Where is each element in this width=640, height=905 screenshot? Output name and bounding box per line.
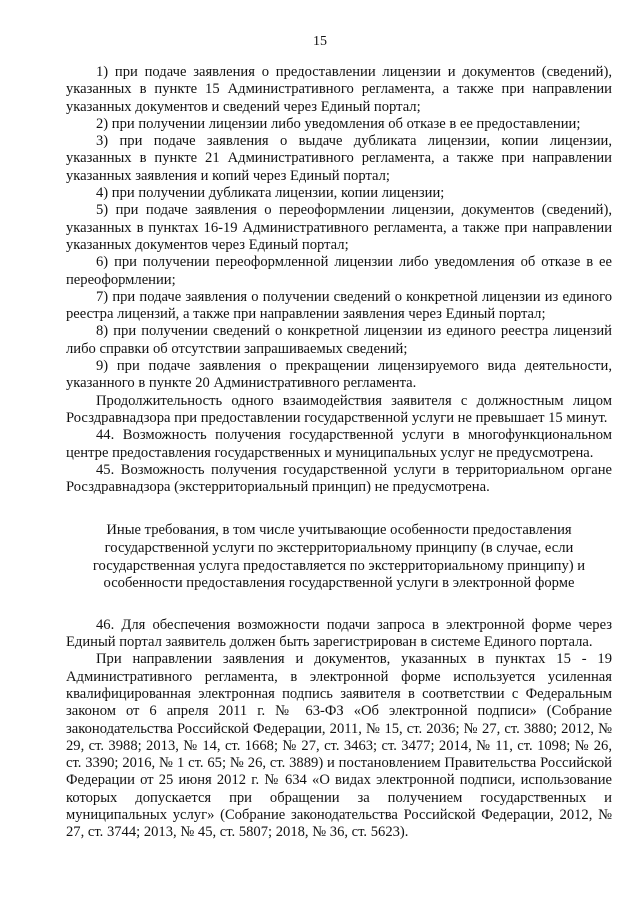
paragraph-44: 44. Возможность получения государственной услуги в многофункциональном центре предоставления государственных и муниципальных услуг не предусмотрена.	[66, 427, 612, 461]
page-number: 15	[313, 34, 327, 49]
list-item-1: 1) при подаче заявления о предоставлении лицензии и документов (сведений), указанных в пункте 15 Административного регламента, а также при направлении указанных документов и сведений через Единый портал;	[66, 64, 612, 115]
list-item-4: 4) при получении дубликата лицензии, копии лицензии;	[96, 185, 445, 202]
section-heading: Иные требования, в том числе учитывающие особенности предоставления государственной услуги по экстерриториальному принципу (в случае, если государственная услуга предоставляется по экстерриториальному принципу) и особенности предоставления государственной услуги в электронной форме	[92, 522, 586, 592]
list-item-5: 5) при подаче заявления о переоформлении лицензии, документов (сведений), указанных в пунктах 16-19 Административного регламента, а также при направлении указанных документов через Единый портал;	[66, 202, 612, 253]
list-item-7: 7) при подаче заявления о получении сведений о конкретной лицензии из единого реестра лицензий, а также при направлении заявления через Единый портал;	[66, 288, 612, 323]
list-item-8: 8) при получении сведений о конкретной лицензии из единого реестра лицензий либо справки об отсутствии запрашиваемых сведений;	[66, 323, 612, 357]
signature-paragraph: При направлении заявления и документов, указанных в пунктах 15 - 19 Административного регламента, в электронной форме используется усиленная квалифицированная электронная подпись заявителя в соответствии с Федеральным законом от 6 апреля 2011 г. № 63-ФЗ «Об электронной подписи» (Собрание законодательства Российской Федерации, 2011, № 15, ст. 2036; № 27, ст. 3880; 2012, № 29, ст. 3988; 2013, № 14, ст. 1668; № 27, ст. 3463; ст. 3477; 2014, № 11, ст. 1098; № 26, ст. 3390; 2016, № 1 ст. 65; № 26, ст. 3889) и постановлением Правительства Российской Федерации от 25 июня 2012 г. № 634 «О видах электронной подписи, использование которых допускается при обращении за получением государственных и муниципальных услуг» (Собрание законодательства Российской Федерации, 2012, № 27, ст. 3744; 2013, № 45, ст. 5807; 2018, № 36, ст. 5623).	[66, 651, 612, 841]
list-item-9: 9) при подаче заявления о прекращении лицензируемого вида деятельности, указанного в пункте 20 Административного регламента.	[66, 358, 612, 392]
document-body	[66, 64, 612, 842]
list-item-6: 6) при получении переоформленной лицензии либо уведомления об отказе в ее переоформлении;	[66, 254, 612, 288]
duration-paragraph: Продолжительность одного взаимодействия заявителя с должностным лицом Росздравнадзора при предоставлении государственной услуги не превышает 15 минут.	[66, 392, 612, 426]
paragraph-46: 46. Для обеспечения возможности подачи запроса в электронной форме через Единый портал заявитель должен быть зарегистрирован в системе Единого портала.	[66, 616, 612, 651]
list-item-2: 2) при получении лицензии либо уведомления об отказе в ее предоставлении;	[96, 115, 581, 132]
list-item-3: 3) при подаче заявления о выдаче дубликата лицензии, копии лицензии, указанных в пункте 21 Административного регламента, а также при направлении указанных заявления и копий через Единый портал;	[66, 133, 612, 184]
paragraph-45: 45. Возможность получения государственной услуги в территориальном органе Росздравнадзора (экстерриториальный принцип) не предусмотрена.	[66, 461, 612, 496]
